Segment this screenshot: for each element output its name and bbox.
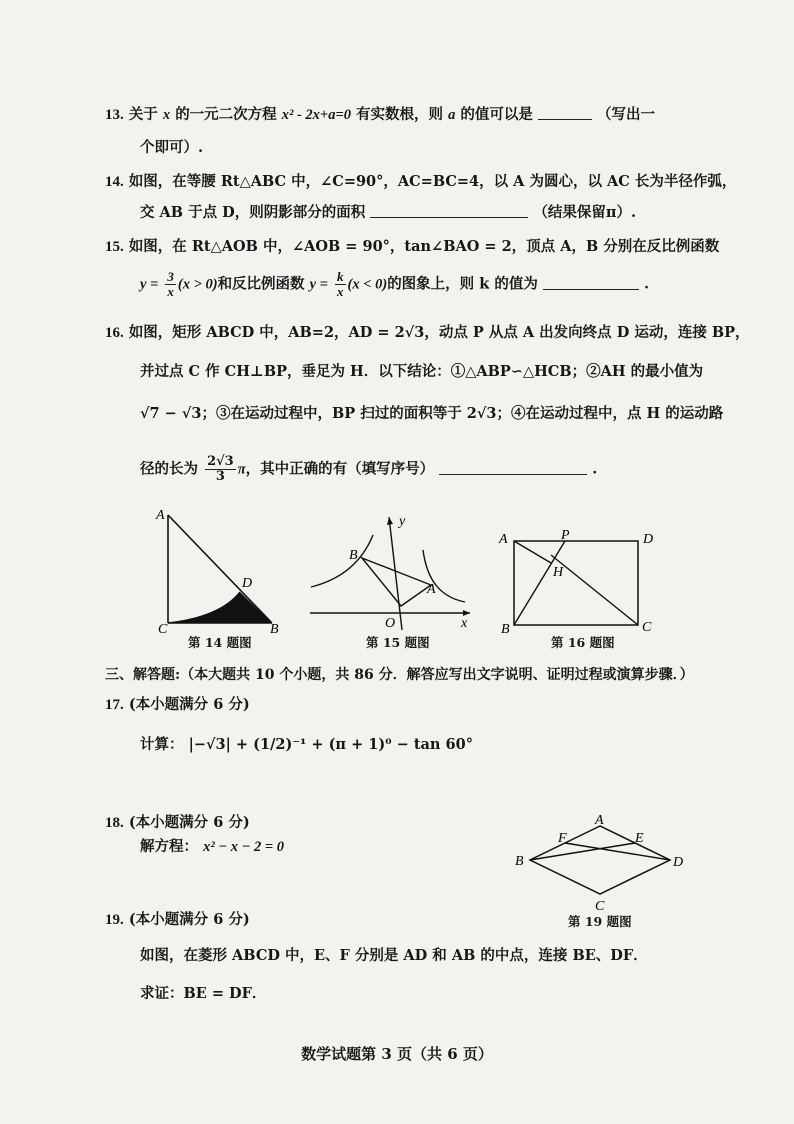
fig16-line-ah (514, 541, 551, 563)
fig14-label-a: A (156, 508, 165, 523)
q13-equation: x² - 2x+a=0 (281, 107, 351, 123)
fig16-label-b: B (501, 622, 510, 633)
q15-text-1: 如图，在 Rt△AOB 中，∠AOB = 90°，tan∠BAO = 2，顶点 A，B 分别在反比例函数 (128, 238, 720, 255)
q17-number: 17. (105, 697, 124, 713)
q15-mid: 和反比例函数 (217, 275, 305, 293)
fig15-caption: 第 15 题图 (366, 635, 430, 650)
q19-number: 19. (105, 912, 124, 928)
fig19-caption: 第 19 题图 (568, 914, 632, 929)
q13-text-a: 关于 (128, 106, 158, 123)
q15-yeq1: y = (140, 276, 159, 293)
q14-answer-blank[interactable] (370, 203, 528, 218)
fig16-rectangle (514, 541, 638, 625)
fig16-line-bp (514, 541, 565, 625)
fig19-label-c: C (595, 899, 605, 914)
fig15-label-b: B (349, 548, 358, 563)
q14-text-2b: （结果保留π）. (533, 204, 637, 221)
q17-header (105, 694, 250, 716)
q16-fraction (205, 455, 236, 484)
q16-text-1: 如图，矩形 ABCD 中，AB=2，AD = 2√3，动点 P 从点 A 出发向终点 D 运动，连接 BP， (128, 324, 750, 341)
q17-score: (本小题满分 6 分) (128, 696, 250, 713)
q16-frac-num: 2√3 (207, 454, 234, 469)
q13-text-c: 有实数根，则 (356, 106, 444, 123)
fig14-side-ab (168, 515, 272, 623)
q15-cond2: (x < 0) (347, 276, 388, 293)
fig19-label-a: A (595, 813, 604, 828)
fig19-rhombus (530, 826, 670, 894)
q16-number: 16. (105, 325, 124, 341)
fig19-label-d: D (673, 855, 684, 870)
q15-yeq2: y = (309, 276, 328, 293)
fig15-label-x: x (461, 616, 468, 631)
fig19-label-f: F (558, 831, 567, 846)
q13-number: 13. (105, 107, 124, 123)
q16-line2: 并过点 C 作 CH⊥BP，垂足为 H．以下结论：①△ABP∽△HCB；②AH 的最小值为 (140, 363, 704, 380)
q15-answer-blank[interactable] (543, 275, 639, 290)
q14-line2 (140, 202, 636, 224)
q16-period: . (592, 460, 598, 478)
fig16-caption: 第 16 题图 (551, 635, 615, 650)
fig16-line-ch (551, 555, 638, 625)
fig14-label-b: B (270, 622, 279, 635)
q13-text-d: 的值可以是 (460, 106, 533, 123)
q13-answer-blank[interactable] (538, 105, 592, 120)
fig15-label-a: A (427, 582, 436, 597)
q18-body (140, 836, 284, 858)
q15-line1 (105, 236, 719, 258)
q18-label: 解方程： (140, 838, 198, 855)
fig16-label-c: C (642, 620, 652, 633)
figure-16 (495, 525, 670, 633)
fig16-label-a: A (499, 532, 508, 547)
fig19-label-b: B (515, 854, 524, 869)
fig15-label-o: O (385, 616, 396, 631)
q16-line1 (105, 322, 750, 344)
q15-fraction-2 (335, 270, 346, 299)
q13-text-e: （写出一 (597, 106, 656, 123)
fig16-label-d: D (643, 532, 654, 547)
q16-frac-den: 3 (215, 469, 225, 484)
q17-body (140, 734, 473, 756)
fig15-label-y: y (399, 514, 406, 529)
q18-expression: x² − x − 2 = 0 (203, 839, 284, 855)
q16-pi: π (237, 461, 246, 478)
q13-var-x: x (162, 107, 171, 123)
fig14-label-d: D (242, 576, 253, 591)
q15-text-2: 的图象上，则 k 的值为 (387, 275, 538, 293)
fig16-label-p: P (561, 528, 570, 543)
q16-text-4b: ，其中正确的有（填写序号） (245, 460, 435, 478)
q16-text-4a: 径的长为 (140, 460, 198, 478)
q15-number: 15. (105, 239, 124, 255)
q15-f2-num: k (337, 269, 344, 284)
q13-text-b: 的一元二次方程 (175, 106, 277, 123)
fig14-caption: 第 14 题图 (188, 635, 252, 650)
q16-answer-blank[interactable] (439, 460, 587, 475)
q16-line3: √7 − √3；③在运动过程中，BP 扫过的面积等于 2√3；④在运动过程中，点 H 的运动路 (140, 405, 724, 422)
q15-cond1: (x > 0) (177, 276, 218, 293)
figure-14 (150, 505, 290, 635)
q13-line1 (105, 104, 655, 126)
q14-text-1: 如图，在等腰 Rt△ABC 中，∠C=90°，AC=BC=4，以 A 为圆心，以 AC 长为半径作弧， (128, 173, 737, 190)
q17-label: 计算： (140, 736, 184, 753)
q19-score: (本小题满分 6 分) (128, 911, 250, 928)
q14-text-2a: 交 AB 于点 D，则阴影部分的面积 (140, 204, 366, 221)
q13-line2: 个即可）. (140, 139, 204, 156)
q14-line1 (105, 171, 736, 193)
q19-line2: 求证：BE = DF． (140, 985, 267, 1002)
q15-period: . (643, 275, 650, 293)
q19-line1: 如图，在菱形 ABCD 中，E、F 分别是 AD 和 AB 的中点，连接 BE、DF． (140, 947, 648, 964)
q17-expression: |−√3| + (1/2)⁻¹ + (π + 1)⁰ − tan 60° (188, 736, 473, 753)
fig16-label-h: H (553, 565, 564, 580)
fig15-y-arrow (387, 517, 393, 525)
page-footer: 数学试题第 3 页（共 6 页） (301, 1045, 493, 1063)
q16-line4 (140, 455, 597, 484)
q15-f1-num: 3 (167, 269, 174, 284)
q19-header (105, 909, 250, 931)
q18-header (105, 812, 250, 834)
figure-15 (305, 505, 475, 635)
q15-f1-den: x (167, 284, 174, 299)
section3-title: 三、解答题:（本大题共 10 个小题，共 86 分．解答应写出文字说明、证明过程或演算步骤．） (105, 667, 694, 683)
q18-number: 18. (105, 815, 124, 831)
q15-fraction-1 (165, 270, 176, 299)
q18-score: (本小题满分 6 分) (128, 814, 250, 831)
q15-f2-den: x (337, 284, 344, 299)
fig19-label-e: E (635, 831, 644, 846)
figure-19 (505, 806, 695, 916)
q13-var-a: a (448, 107, 456, 123)
fig14-label-c: C (158, 622, 168, 635)
q14-number: 14. (105, 174, 124, 190)
q15-line2 (140, 270, 649, 299)
